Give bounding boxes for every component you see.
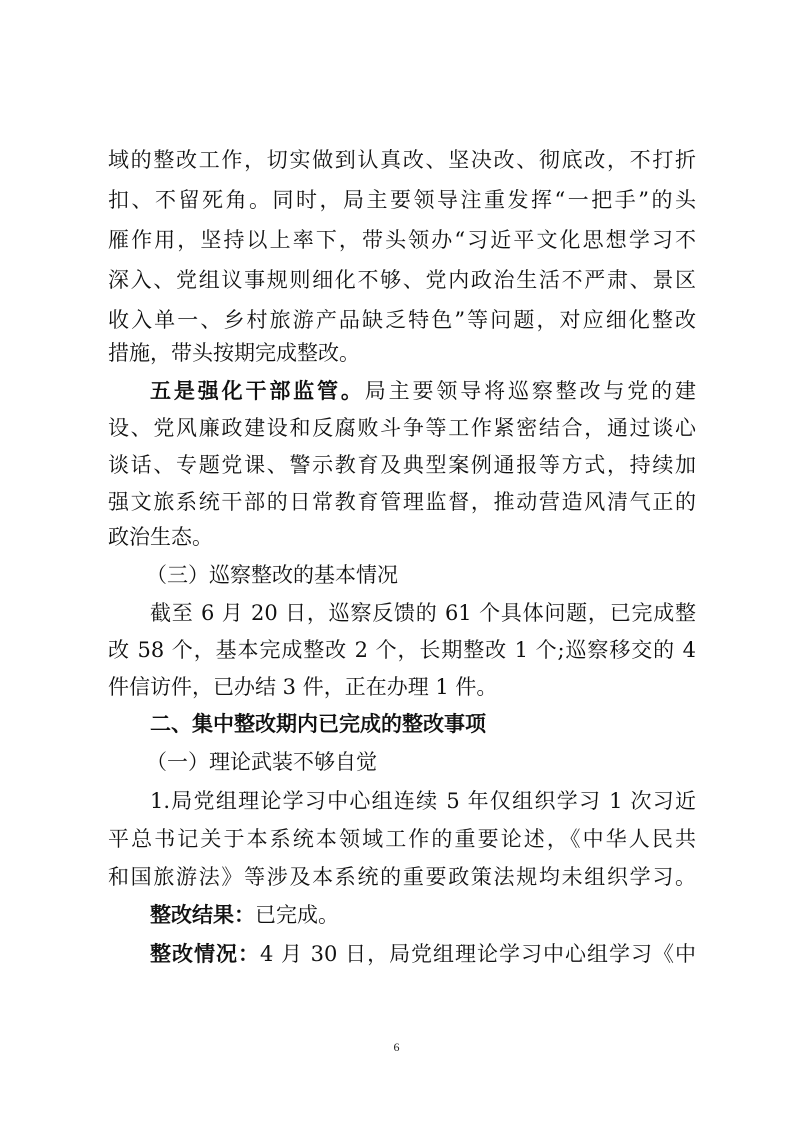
paragraph-line: 深入、党组议事规则细化不够、党内政治生活不严肃、景区	[108, 268, 696, 292]
paragraph-line: 平总书记关于本系统本领域工作的重要论述，《中华人民共	[108, 827, 696, 851]
paragraph-first-line	[108, 378, 696, 404]
result-value: 已完成。	[255, 903, 339, 927]
result-label: 整改结果：	[150, 903, 255, 927]
paragraph-line: 扣、不留死角。同时，局主要领导注重发挥“一把手”的头	[108, 188, 696, 212]
paragraph-line: 政治生态。	[108, 525, 213, 549]
paragraph-line: 和国旅游法》等涉及本系统的重要政策法规均未组织学习。	[108, 865, 696, 889]
situation-label: 整改情况：	[150, 942, 260, 966]
subheading: （三）巡察整改的基本情况	[146, 563, 398, 587]
paragraph-line: 截至 6 月 20 日，巡察反馈的 61 个具体问题，已完成整	[150, 601, 696, 625]
paragraph-line: 1.局党组理论学习中心组连续 5 年仅组织学习 1 次习近	[150, 789, 696, 813]
paragraph-line: 强文旅系统干部的日常教育管理监督，推动营造风清气正的	[108, 490, 696, 514]
paragraph-text: 局主要领导将巡察整改与党的建	[364, 379, 696, 403]
paragraph-line: 收入单一、乡村旅游产品缺乏特色”等问题，对应细化整改	[108, 308, 696, 332]
section-heading: 二、集中整改期内已完成的整改事项	[150, 712, 486, 736]
section-lead: 五是强化干部监管。	[150, 379, 365, 403]
situation-line	[108, 941, 696, 967]
paragraph-line: 改 58 个，基本完成整改 2 个，长期整改 1 个;巡察移交的 4	[108, 638, 696, 662]
subheading: （一）理论武装不够自觉	[146, 750, 377, 774]
paragraph-line: 件信访件，已办结 3 件，正在办理 1 件。	[108, 675, 498, 699]
situation-value: 4 月 30 日，局党组理论学习中心组学习《中	[259, 942, 696, 966]
paragraph-line: 谈话、专题党课、警示教育及典型案例通报等方式，持续加	[108, 453, 696, 477]
page-number: 6	[393, 1040, 400, 1054]
paragraph-line: 域的整改工作，切实做到认真改、坚决改、彻底改，不打折	[108, 148, 696, 172]
paragraph-line: 措施，带头按期完成整改。	[108, 341, 360, 365]
result-line	[108, 902, 696, 928]
paragraph-line: 设、党风廉政建设和反腐败斗争等工作紧密结合，通过谈心	[108, 416, 696, 440]
paragraph-line: 雁作用，坚持以上率下，带头领办“习近平文化思想学习不	[108, 228, 696, 252]
